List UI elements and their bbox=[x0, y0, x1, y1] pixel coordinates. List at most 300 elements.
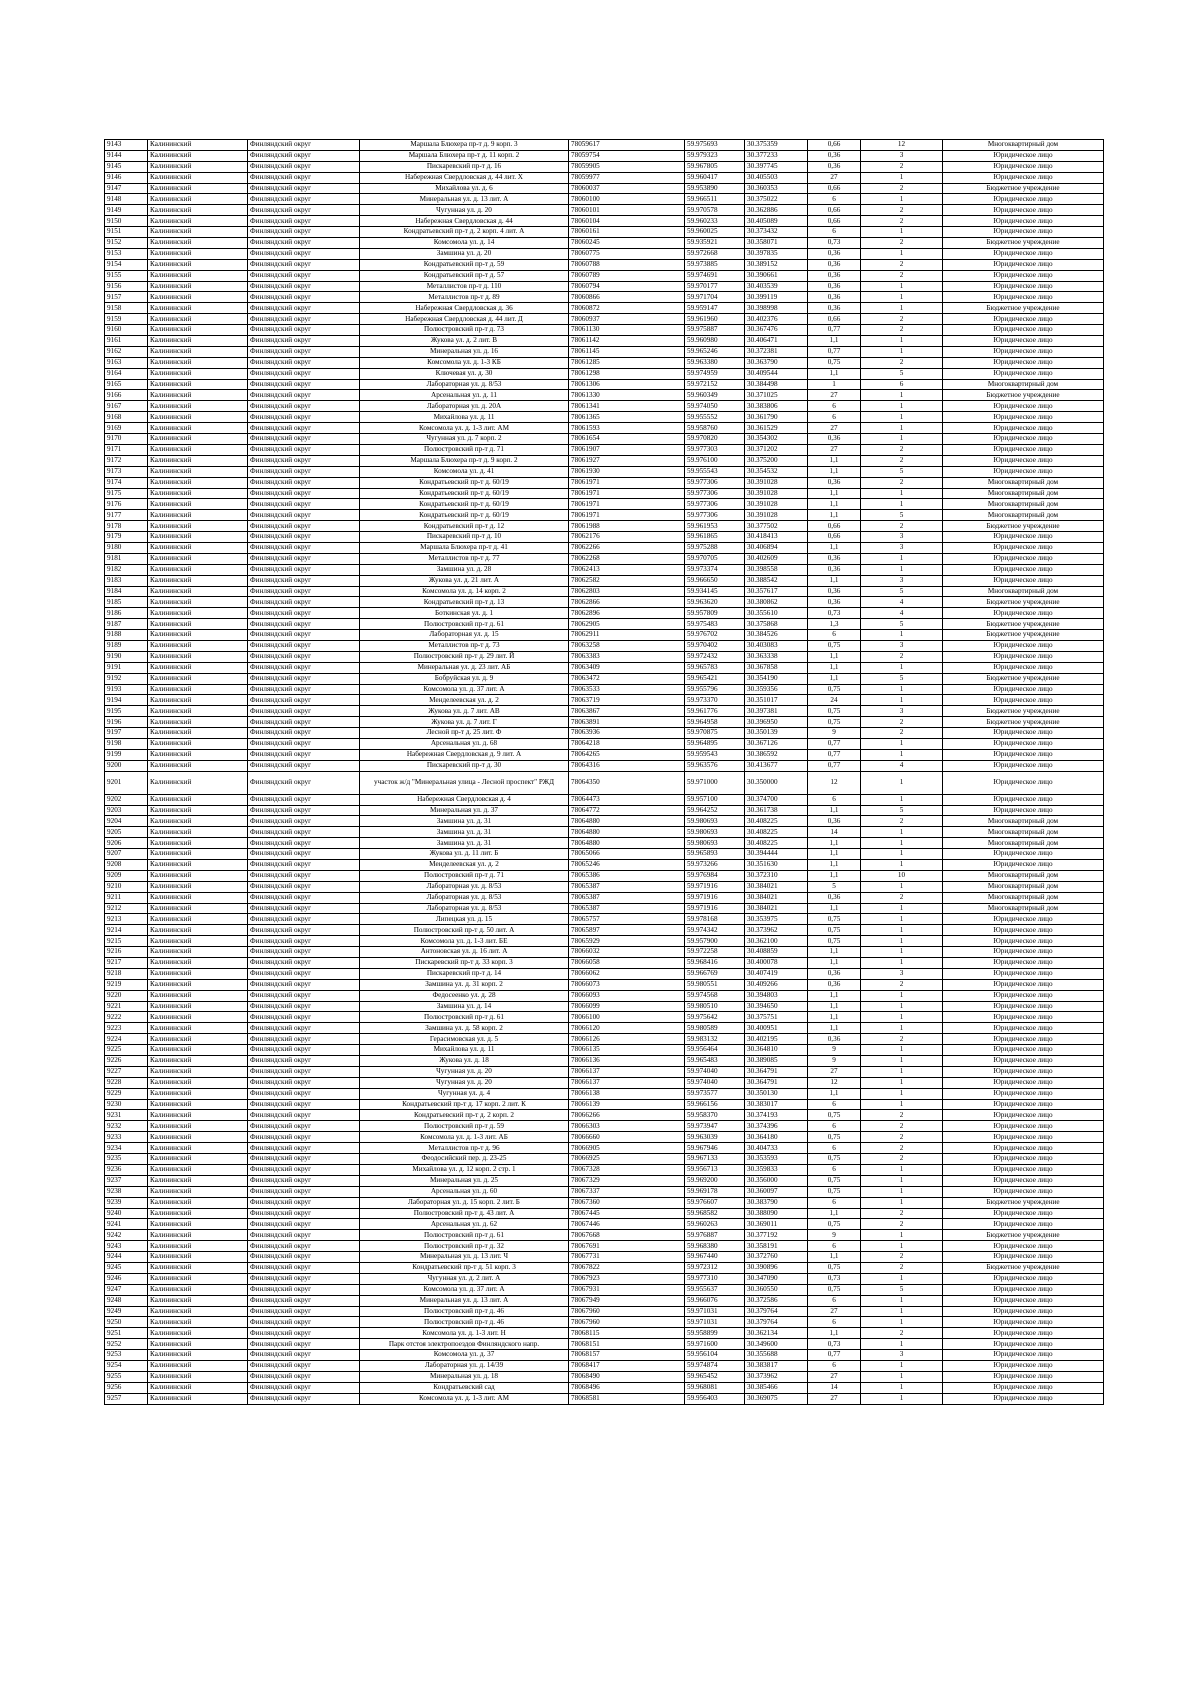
district-cell: Калининский bbox=[148, 816, 248, 827]
site-code-cell: 78061306 bbox=[569, 379, 685, 390]
container-count-cell: 3 bbox=[861, 532, 943, 543]
volume-cell: 6 bbox=[808, 1317, 861, 1328]
latitude-cell: 59.979323 bbox=[685, 150, 745, 161]
municipality-cell: Финляндский округ bbox=[248, 1197, 360, 1208]
address-cell: Маршала Блюхера пр-т д. 41 bbox=[360, 542, 569, 553]
municipality-cell: Финляндский округ bbox=[248, 597, 360, 608]
municipality-cell: Финляндский округ bbox=[248, 270, 360, 281]
site-code-cell: 78064880 bbox=[569, 838, 685, 849]
district-cell: Калининский bbox=[148, 805, 248, 816]
latitude-cell: 59.967440 bbox=[685, 1252, 745, 1263]
volume-cell: 0,75 bbox=[808, 1154, 861, 1165]
container-count-cell: 2 bbox=[861, 1219, 943, 1230]
latitude-cell: 59.965483 bbox=[685, 1056, 745, 1067]
address-cell: Михайлова ул. д. 6 bbox=[360, 183, 569, 194]
site-code-cell: 78066137 bbox=[569, 1077, 685, 1088]
volume-cell: 0,36 bbox=[808, 161, 861, 172]
volume-cell: 0,75 bbox=[808, 1219, 861, 1230]
district-cell: Калининский bbox=[148, 1262, 248, 1273]
site-code-cell: 78061130 bbox=[569, 325, 685, 336]
latitude-cell: 59.973266 bbox=[685, 860, 745, 871]
latitude-cell: 59.960025 bbox=[685, 227, 745, 238]
table-row bbox=[105, 771, 1104, 794]
row-number-cell: 9245 bbox=[105, 1262, 148, 1273]
table-row bbox=[105, 903, 1104, 914]
latitude-cell: 59.960263 bbox=[685, 1219, 745, 1230]
district-cell: Калининский bbox=[148, 968, 248, 979]
address-cell: Кондратьевский пр-т д. 60/19 bbox=[360, 510, 569, 521]
row-number-cell: 9193 bbox=[105, 684, 148, 695]
table-row bbox=[105, 564, 1104, 575]
volume-cell: 0,77 bbox=[808, 738, 861, 749]
site-code-cell: 78066660 bbox=[569, 1132, 685, 1143]
owner-type-cell: Бюджетное учреждение bbox=[943, 717, 1104, 728]
district-cell: Калининский bbox=[148, 1056, 248, 1067]
latitude-cell: 59.966650 bbox=[685, 575, 745, 586]
row-number-cell: 9241 bbox=[105, 1219, 148, 1230]
volume-cell: 27 bbox=[808, 1371, 861, 1382]
volume-cell: 27 bbox=[808, 1393, 861, 1404]
table-row bbox=[105, 1360, 1104, 1371]
table-row bbox=[105, 651, 1104, 662]
container-count-cell: 5 bbox=[861, 619, 943, 630]
district-cell: Калининский bbox=[148, 532, 248, 543]
site-code-cell: 78064350 bbox=[569, 771, 685, 794]
longitude-cell: 30.371025 bbox=[745, 390, 808, 401]
row-number-cell: 9202 bbox=[105, 794, 148, 805]
latitude-cell: 59.975887 bbox=[685, 325, 745, 336]
table-row bbox=[105, 860, 1104, 871]
district-cell: Калининский bbox=[148, 292, 248, 303]
longitude-cell: 30.394650 bbox=[745, 1001, 808, 1012]
owner-type-cell: Юридическое лицо bbox=[943, 1088, 1104, 1099]
address-cell: Полюстровский пр-т д. 50 лит. А bbox=[360, 925, 569, 936]
container-count-cell: 3 bbox=[861, 1350, 943, 1361]
municipality-cell: Финляндский округ bbox=[248, 619, 360, 630]
latitude-cell: 59.960233 bbox=[685, 216, 745, 227]
district-cell: Калининский bbox=[148, 1219, 248, 1230]
district-cell: Калининский bbox=[148, 1088, 248, 1099]
longitude-cell: 30.375200 bbox=[745, 455, 808, 466]
row-number-cell: 9145 bbox=[105, 161, 148, 172]
longitude-cell: 30.400078 bbox=[745, 958, 808, 969]
table-row bbox=[105, 455, 1104, 466]
volume-cell: 0,77 bbox=[808, 325, 861, 336]
row-number-cell: 9220 bbox=[105, 990, 148, 1001]
longitude-cell: 30.377192 bbox=[745, 1230, 808, 1241]
longitude-cell: 30.405503 bbox=[745, 172, 808, 183]
table-row bbox=[105, 1023, 1104, 1034]
table-row bbox=[105, 1197, 1104, 1208]
municipality-cell: Финляндский округ bbox=[248, 216, 360, 227]
owner-type-cell: Юридическое лицо bbox=[943, 1208, 1104, 1219]
district-cell: Калининский bbox=[148, 673, 248, 684]
table-row bbox=[105, 990, 1104, 1001]
volume-cell: 0,36 bbox=[808, 564, 861, 575]
address-cell: Комсомола ул. д. 37 лит. А bbox=[360, 684, 569, 695]
row-number-cell: 9188 bbox=[105, 630, 148, 641]
volume-cell: 1 bbox=[808, 379, 861, 390]
address-cell: Чугунная ул. д. 7 корп. 2 bbox=[360, 434, 569, 445]
volume-cell: 0,36 bbox=[808, 248, 861, 259]
container-count-cell: 1 bbox=[861, 292, 943, 303]
latitude-cell: 59.963039 bbox=[685, 1132, 745, 1143]
volume-cell: 1,1 bbox=[808, 947, 861, 958]
municipality-cell: Финляндский округ bbox=[248, 1284, 360, 1295]
site-code-cell: 78061285 bbox=[569, 357, 685, 368]
owner-type-cell: Юридическое лицо bbox=[943, 150, 1104, 161]
row-number-cell: 9158 bbox=[105, 303, 148, 314]
address-cell: Жукова ул. д. 18 bbox=[360, 1056, 569, 1067]
site-code-cell: 78062266 bbox=[569, 542, 685, 553]
volume-cell: 27 bbox=[808, 444, 861, 455]
volume-cell: 6 bbox=[808, 1099, 861, 1110]
address-cell: Набережная Свердловская д. 4 bbox=[360, 794, 569, 805]
site-code-cell: 78066138 bbox=[569, 1088, 685, 1099]
site-code-cell: 78062911 bbox=[569, 630, 685, 641]
volume-cell: 27 bbox=[808, 1306, 861, 1317]
volume-cell: 0,66 bbox=[808, 532, 861, 543]
latitude-cell: 59.963380 bbox=[685, 357, 745, 368]
row-number-cell: 9227 bbox=[105, 1066, 148, 1077]
volume-cell: 0,73 bbox=[808, 608, 861, 619]
latitude-cell: 59.969178 bbox=[685, 1186, 745, 1197]
table-row bbox=[105, 749, 1104, 760]
row-number-cell: 9231 bbox=[105, 1110, 148, 1121]
municipality-cell: Финляндский округ bbox=[248, 630, 360, 641]
address-cell: Чугунная ул. д. 20 bbox=[360, 1077, 569, 1088]
volume-cell: 6 bbox=[808, 1360, 861, 1371]
longitude-cell: 30.402609 bbox=[745, 553, 808, 564]
table-row bbox=[105, 1056, 1104, 1067]
district-cell: Калининский bbox=[148, 444, 248, 455]
table-row bbox=[105, 914, 1104, 925]
longitude-cell: 30.384021 bbox=[745, 892, 808, 903]
site-code-cell: 78062176 bbox=[569, 532, 685, 543]
site-code-cell: 78064316 bbox=[569, 760, 685, 771]
municipality-cell: Финляндский округ bbox=[248, 914, 360, 925]
table-row bbox=[105, 1164, 1104, 1175]
municipality-cell: Финляндский округ bbox=[248, 238, 360, 249]
latitude-cell: 59.961953 bbox=[685, 521, 745, 532]
longitude-cell: 30.355688 bbox=[745, 1350, 808, 1361]
container-count-cell: 1 bbox=[861, 1393, 943, 1404]
row-number-cell: 9165 bbox=[105, 379, 148, 390]
owner-type-cell: Многоквартирный дом bbox=[943, 816, 1104, 827]
longitude-cell: 30.408859 bbox=[745, 947, 808, 958]
table-row bbox=[105, 423, 1104, 434]
municipality-cell: Финляндский округ bbox=[248, 936, 360, 947]
volume-cell: 6 bbox=[808, 1241, 861, 1252]
district-cell: Калининский bbox=[148, 270, 248, 281]
site-code-cell: 78067445 bbox=[569, 1208, 685, 1219]
owner-type-cell: Юридическое лицо bbox=[943, 738, 1104, 749]
latitude-cell: 59.965421 bbox=[685, 673, 745, 684]
site-code-cell: 78060245 bbox=[569, 238, 685, 249]
owner-type-cell: Многоквартирный дом bbox=[943, 881, 1104, 892]
owner-type-cell: Бюджетное учреждение bbox=[943, 630, 1104, 641]
site-code-cell: 78063383 bbox=[569, 651, 685, 662]
table-row bbox=[105, 816, 1104, 827]
row-number-cell: 9182 bbox=[105, 564, 148, 575]
site-code-cell: 78063891 bbox=[569, 717, 685, 728]
municipality-cell: Финляндский округ bbox=[248, 892, 360, 903]
row-number-cell: 9216 bbox=[105, 947, 148, 958]
container-count-cell: 1 bbox=[861, 401, 943, 412]
latitude-cell: 59.974959 bbox=[685, 368, 745, 379]
site-code-cell: 78060872 bbox=[569, 303, 685, 314]
owner-type-cell: Юридическое лицо bbox=[943, 444, 1104, 455]
address-cell: Кондратьевский пр-т д. 59 bbox=[360, 259, 569, 270]
site-code-cell: 78068115 bbox=[569, 1328, 685, 1339]
container-count-cell: 2 bbox=[861, 1262, 943, 1273]
address-cell: Кондратьевский пр-т д. 12 bbox=[360, 521, 569, 532]
district-cell: Калининский bbox=[148, 1382, 248, 1393]
district-cell: Калининский bbox=[148, 1371, 248, 1382]
table-row bbox=[105, 1186, 1104, 1197]
site-code-cell: 78062582 bbox=[569, 575, 685, 586]
table-row bbox=[105, 728, 1104, 739]
volume-cell: 12 bbox=[808, 1077, 861, 1088]
owner-type-cell: Юридическое лицо bbox=[943, 1317, 1104, 1328]
municipality-cell: Финляндский округ bbox=[248, 172, 360, 183]
district-cell: Калининский bbox=[148, 728, 248, 739]
volume-cell: 0,75 bbox=[808, 717, 861, 728]
municipality-cell: Финляндский округ bbox=[248, 651, 360, 662]
container-count-cell: 1 bbox=[861, 172, 943, 183]
municipality-cell: Финляндский округ bbox=[248, 1252, 360, 1263]
district-cell: Калининский bbox=[148, 979, 248, 990]
container-count-cell: 1 bbox=[861, 860, 943, 871]
district-cell: Калининский bbox=[148, 870, 248, 881]
district-cell: Калининский bbox=[148, 357, 248, 368]
container-count-cell: 1 bbox=[861, 1382, 943, 1393]
address-cell: Кондратьевский пр-т д. 17 корп. 2 лит. К bbox=[360, 1099, 569, 1110]
table-row bbox=[105, 1066, 1104, 1077]
latitude-cell: 59.960417 bbox=[685, 172, 745, 183]
latitude-cell: 59.977306 bbox=[685, 499, 745, 510]
row-number-cell: 9239 bbox=[105, 1197, 148, 1208]
latitude-cell: 59.963576 bbox=[685, 760, 745, 771]
volume-cell: 1,1 bbox=[808, 1252, 861, 1263]
table-row bbox=[105, 227, 1104, 238]
table-row bbox=[105, 870, 1104, 881]
row-number-cell: 9167 bbox=[105, 401, 148, 412]
longitude-cell: 30.374700 bbox=[745, 794, 808, 805]
site-code-cell: 78063936 bbox=[569, 728, 685, 739]
district-cell: Калининский bbox=[148, 455, 248, 466]
latitude-cell: 59.973577 bbox=[685, 1088, 745, 1099]
site-code-cell: 78065387 bbox=[569, 903, 685, 914]
owner-type-cell: Юридическое лицо bbox=[943, 936, 1104, 947]
district-cell: Калининский bbox=[148, 303, 248, 314]
site-code-cell: 78060789 bbox=[569, 270, 685, 281]
table-row bbox=[105, 1219, 1104, 1230]
owner-type-cell: Юридическое лицо bbox=[943, 412, 1104, 423]
row-number-cell: 9147 bbox=[105, 183, 148, 194]
longitude-cell: 30.383790 bbox=[745, 1197, 808, 1208]
site-code-cell: 78066099 bbox=[569, 1001, 685, 1012]
latitude-cell: 59.972312 bbox=[685, 1262, 745, 1273]
longitude-cell: 30.351630 bbox=[745, 860, 808, 871]
longitude-cell: 30.383806 bbox=[745, 401, 808, 412]
owner-type-cell: Юридическое лицо bbox=[943, 1099, 1104, 1110]
container-count-cell: 2 bbox=[861, 1121, 943, 1132]
longitude-cell: 30.390896 bbox=[745, 1262, 808, 1273]
volume-cell: 0,75 bbox=[808, 1110, 861, 1121]
row-number-cell: 9234 bbox=[105, 1143, 148, 1154]
latitude-cell: 59.967133 bbox=[685, 1154, 745, 1165]
owner-type-cell: Юридическое лицо bbox=[943, 1110, 1104, 1121]
owner-type-cell: Бюджетное учреждение bbox=[943, 1230, 1104, 1241]
volume-cell: 27 bbox=[808, 1066, 861, 1077]
owner-type-cell: Юридическое лицо bbox=[943, 325, 1104, 336]
container-count-cell: 1 bbox=[861, 662, 943, 673]
volume-cell: 1,1 bbox=[808, 1001, 861, 1012]
municipality-cell: Финляндский округ bbox=[248, 1099, 360, 1110]
site-code-cell: 78061593 bbox=[569, 423, 685, 434]
container-count-cell: 1 bbox=[861, 1241, 943, 1252]
district-cell: Калининский bbox=[148, 1393, 248, 1404]
site-code-cell: 78068157 bbox=[569, 1350, 685, 1361]
owner-type-cell: Юридическое лицо bbox=[943, 423, 1104, 434]
container-count-cell: 1 bbox=[861, 1175, 943, 1186]
site-code-cell: 78060788 bbox=[569, 259, 685, 270]
container-count-cell: 2 bbox=[861, 1208, 943, 1219]
table-row bbox=[105, 706, 1104, 717]
row-number-cell: 9204 bbox=[105, 816, 148, 827]
owner-type-cell: Бюджетное учреждение bbox=[943, 183, 1104, 194]
row-number-cell: 9156 bbox=[105, 281, 148, 292]
longitude-cell: 30.408225 bbox=[745, 838, 808, 849]
volume-cell: 0,66 bbox=[808, 205, 861, 216]
municipality-cell: Финляндский округ bbox=[248, 499, 360, 510]
owner-type-cell: Юридическое лицо bbox=[943, 336, 1104, 347]
latitude-cell: 59.959543 bbox=[685, 749, 745, 760]
site-code-cell: 78066136 bbox=[569, 1056, 685, 1067]
longitude-cell: 30.355610 bbox=[745, 608, 808, 619]
container-count-cell: 3 bbox=[861, 706, 943, 717]
owner-type-cell: Юридическое лицо bbox=[943, 216, 1104, 227]
longitude-cell: 30.367126 bbox=[745, 738, 808, 749]
latitude-cell: 59.960980 bbox=[685, 336, 745, 347]
row-number-cell: 9256 bbox=[105, 1382, 148, 1393]
longitude-cell: 30.391028 bbox=[745, 510, 808, 521]
longitude-cell: 30.361790 bbox=[745, 412, 808, 423]
owner-type-cell: Юридическое лицо bbox=[943, 1328, 1104, 1339]
volume-cell: 6 bbox=[808, 1121, 861, 1132]
volume-cell: 0,75 bbox=[808, 936, 861, 947]
latitude-cell: 59.973947 bbox=[685, 1121, 745, 1132]
container-count-cell: 1 bbox=[861, 1001, 943, 1012]
latitude-cell: 59.957100 bbox=[685, 794, 745, 805]
address-cell: Пискаревский пр-т д. 10 bbox=[360, 532, 569, 543]
table-row bbox=[105, 1034, 1104, 1045]
latitude-cell: 59.958760 bbox=[685, 423, 745, 434]
address-cell: Замшина ул. д. 31 bbox=[360, 816, 569, 827]
table-row bbox=[105, 390, 1104, 401]
latitude-cell: 59.972152 bbox=[685, 379, 745, 390]
address-cell: Кондратьевский пр-т д. 2 корп. 2 bbox=[360, 1110, 569, 1121]
volume-cell: 1,1 bbox=[808, 455, 861, 466]
table-row bbox=[105, 936, 1104, 947]
municipality-cell: Финляндский округ bbox=[248, 281, 360, 292]
row-number-cell: 9224 bbox=[105, 1034, 148, 1045]
site-code-cell: 78061654 bbox=[569, 434, 685, 445]
address-cell: Металлистов пр-т д. 89 bbox=[360, 292, 569, 303]
latitude-cell: 59.974874 bbox=[685, 1360, 745, 1371]
site-code-cell: 78061341 bbox=[569, 401, 685, 412]
municipality-cell: Финляндский округ bbox=[248, 958, 360, 969]
table-row bbox=[105, 1143, 1104, 1154]
address-cell: Замшина ул. д. 14 bbox=[360, 1001, 569, 1012]
container-count-cell: 1 bbox=[861, 194, 943, 205]
owner-type-cell: Юридическое лицо bbox=[943, 1252, 1104, 1263]
municipality-cell: Финляндский округ bbox=[248, 771, 360, 794]
owner-type-cell: Юридическое лицо bbox=[943, 1295, 1104, 1306]
address-cell: Лабораторная ул. д. 8/53 bbox=[360, 881, 569, 892]
address-cell: Федосеенко ул. д. 28 bbox=[360, 990, 569, 1001]
row-number-cell: 9251 bbox=[105, 1328, 148, 1339]
owner-type-cell: Юридическое лицо bbox=[943, 259, 1104, 270]
municipality-cell: Финляндский округ bbox=[248, 1012, 360, 1023]
table-row bbox=[105, 1241, 1104, 1252]
latitude-cell: 59.974691 bbox=[685, 270, 745, 281]
volume-cell: 0,36 bbox=[808, 597, 861, 608]
district-cell: Калининский bbox=[148, 564, 248, 575]
address-cell: Арсенальная ул. д. 62 bbox=[360, 1219, 569, 1230]
municipality-cell: Финляндский округ bbox=[248, 303, 360, 314]
municipality-cell: Финляндский округ bbox=[248, 1121, 360, 1132]
municipality-cell: Финляндский округ bbox=[248, 1360, 360, 1371]
longitude-cell: 30.379764 bbox=[745, 1317, 808, 1328]
row-number-cell: 9177 bbox=[105, 510, 148, 521]
site-code-cell: 78065387 bbox=[569, 892, 685, 903]
container-count-cell: 2 bbox=[861, 455, 943, 466]
latitude-cell: 59.983132 bbox=[685, 1034, 745, 1045]
row-number-cell: 9222 bbox=[105, 1012, 148, 1023]
municipality-cell: Финляндский округ bbox=[248, 979, 360, 990]
table-row bbox=[105, 346, 1104, 357]
volume-cell: 0,77 bbox=[808, 749, 861, 760]
district-cell: Калининский bbox=[148, 194, 248, 205]
latitude-cell: 59.971031 bbox=[685, 1317, 745, 1328]
table-row bbox=[105, 466, 1104, 477]
volume-cell: 14 bbox=[808, 1382, 861, 1393]
table-row bbox=[105, 1121, 1104, 1132]
latitude-cell: 59.970177 bbox=[685, 281, 745, 292]
latitude-cell: 59.968416 bbox=[685, 958, 745, 969]
site-code-cell: 78066032 bbox=[569, 947, 685, 958]
longitude-cell: 30.375359 bbox=[745, 140, 808, 151]
table-row bbox=[105, 1317, 1104, 1328]
site-code-cell: 78067731 bbox=[569, 1252, 685, 1263]
row-number-cell: 9211 bbox=[105, 892, 148, 903]
site-code-cell: 78068496 bbox=[569, 1382, 685, 1393]
container-count-cell: 1 bbox=[861, 1045, 943, 1056]
municipality-cell: Финляндский округ bbox=[248, 673, 360, 684]
latitude-cell: 59.974342 bbox=[685, 925, 745, 936]
row-number-cell: 9207 bbox=[105, 849, 148, 860]
district-cell: Калининский bbox=[148, 640, 248, 651]
table-row bbox=[105, 172, 1104, 183]
container-count-cell: 2 bbox=[861, 238, 943, 249]
latitude-cell: 59.968582 bbox=[685, 1208, 745, 1219]
container-count-cell: 1 bbox=[861, 346, 943, 357]
volume-cell: 0,66 bbox=[808, 314, 861, 325]
latitude-cell: 59.980551 bbox=[685, 979, 745, 990]
longitude-cell: 30.394444 bbox=[745, 849, 808, 860]
